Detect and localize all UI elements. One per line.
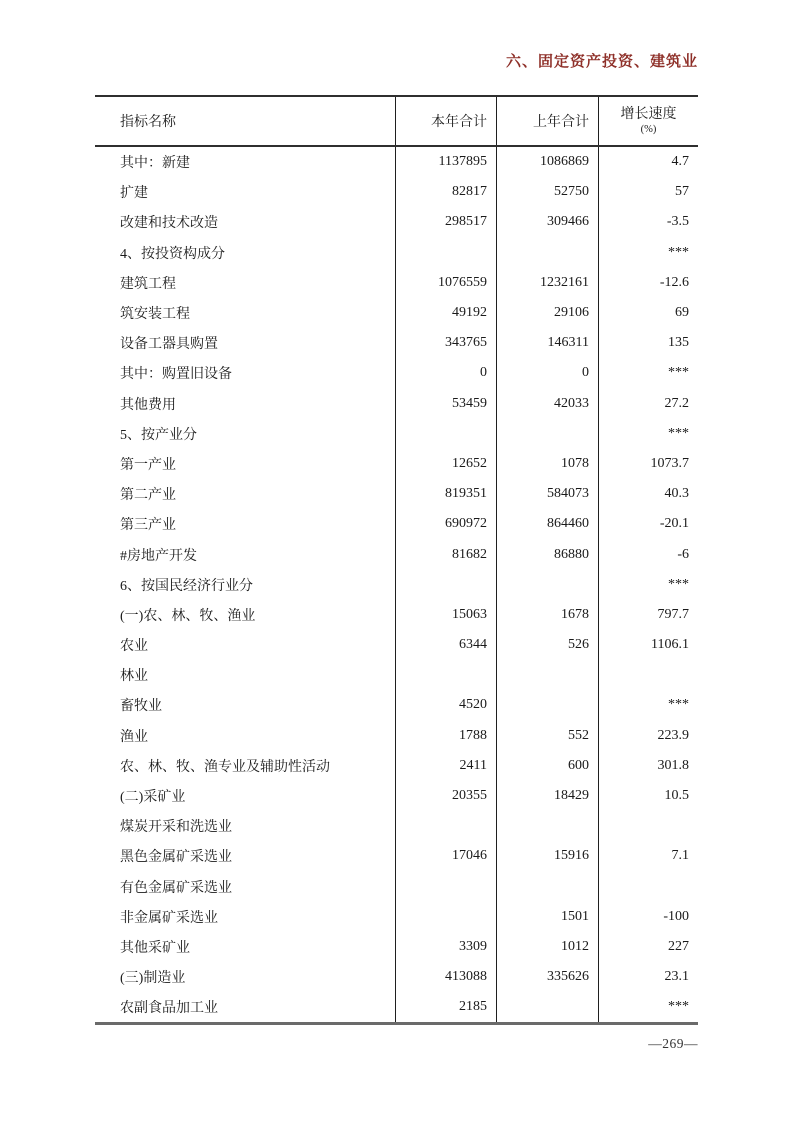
previous-year-cell: 584073 <box>496 479 598 509</box>
indicator-name-cell: 其他采矿业 <box>120 940 190 956</box>
indicator-name-cell: 其他费用 <box>120 397 176 413</box>
growth-rate-cell <box>598 660 698 690</box>
col-header-indicator-name: 指标名称 <box>120 115 176 130</box>
previous-year-cell: 1232161 <box>496 268 598 298</box>
current-year-cell: 49192 <box>395 298 496 328</box>
previous-year-cell: 42033 <box>496 389 598 419</box>
growth-rate-cell: 797.7 <box>598 600 698 630</box>
table-row <box>95 147 698 177</box>
table-row <box>95 449 698 479</box>
indicator-name-cell: 4、按投资构成分 <box>120 246 225 262</box>
table-row <box>95 690 698 720</box>
growth-rate-cell: -20.1 <box>598 509 698 539</box>
current-year-cell: 1788 <box>395 721 496 751</box>
current-year-cell: 20355 <box>395 781 496 811</box>
growth-rate-cell: *** <box>598 570 698 600</box>
table-row <box>95 811 698 841</box>
growth-rate-cell <box>598 872 698 902</box>
current-year-cell: 413088 <box>395 962 496 992</box>
current-year-cell: 4520 <box>395 690 496 720</box>
previous-year-cell <box>496 872 598 902</box>
indicator-name-cell: 设备工器具购置 <box>120 337 218 353</box>
previous-year-cell <box>496 811 598 841</box>
indicator-name-cell: 林业 <box>120 669 148 685</box>
table-row <box>95 328 698 358</box>
current-year-cell: 3309 <box>395 932 496 962</box>
previous-year-cell: 15916 <box>496 841 598 871</box>
indicator-name-cell: 第三产业 <box>120 518 176 534</box>
indicator-name-cell: 其中：新建 <box>120 156 190 172</box>
col-header-current-year-total: 本年合计 <box>395 97 496 145</box>
table-row <box>95 238 698 268</box>
indicator-name-cell: 渔业 <box>120 729 148 745</box>
growth-rate-cell: 23.1 <box>598 962 698 992</box>
current-year-cell: 1137895 <box>395 147 496 177</box>
table-row <box>95 358 698 388</box>
col-header-previous-year-total: 上年合计 <box>496 97 598 145</box>
indicator-name-cell: (二)采矿业 <box>120 790 186 806</box>
growth-rate-cell: -12.6 <box>598 268 698 298</box>
table-row <box>95 389 698 419</box>
indicator-name-cell: 农业 <box>120 639 148 655</box>
previous-year-cell <box>496 570 598 600</box>
section-title: 六、固定资产投资、建筑业 <box>505 54 698 70</box>
table-row <box>95 660 698 690</box>
page-number: —269— <box>648 1036 698 1051</box>
previous-year-cell: 1501 <box>496 902 598 932</box>
previous-year-cell <box>496 238 598 268</box>
previous-year-cell <box>496 419 598 449</box>
growth-rate-cell: 10.5 <box>598 781 698 811</box>
previous-year-cell: 1078 <box>496 449 598 479</box>
current-year-cell <box>395 811 496 841</box>
current-year-cell: 6344 <box>395 630 496 660</box>
current-year-cell <box>395 570 496 600</box>
indicator-name-cell: 6、按国民经济行业分 <box>120 578 253 594</box>
previous-year-cell: 600 <box>496 751 598 781</box>
previous-year-cell: 146311 <box>496 328 598 358</box>
indicator-name-cell: 有色金属矿采选业 <box>120 880 232 896</box>
current-year-cell <box>395 419 496 449</box>
table-row <box>95 268 698 298</box>
growth-rate-cell: *** <box>598 419 698 449</box>
indicator-name-cell: 畜牧业 <box>120 699 162 715</box>
table-row <box>95 570 698 600</box>
previous-year-cell: 29106 <box>496 298 598 328</box>
previous-year-cell: 864460 <box>496 509 598 539</box>
indicator-name-cell: (一)农、林、牧、渔业 <box>120 608 256 624</box>
table-header-row <box>95 97 698 147</box>
table-row <box>95 207 698 237</box>
previous-year-cell: 1678 <box>496 600 598 630</box>
growth-rate-cell: 135 <box>598 328 698 358</box>
growth-rate-cell <box>598 811 698 841</box>
current-year-cell: 1076559 <box>395 268 496 298</box>
table-row <box>95 902 698 932</box>
table-row <box>95 177 698 207</box>
table-row <box>95 419 698 449</box>
previous-year-cell: 86880 <box>496 539 598 569</box>
growth-rate-cell: *** <box>598 238 698 268</box>
growth-rate-cell: 7.1 <box>598 841 698 871</box>
growth-rate-cell: 27.2 <box>598 389 698 419</box>
growth-rate-cell: 57 <box>598 177 698 207</box>
previous-year-cell: 18429 <box>496 781 598 811</box>
table-row <box>95 479 698 509</box>
table-row <box>95 872 698 902</box>
growth-rate-unit: (%) <box>640 124 657 136</box>
indicator-name-cell: #房地产开发 <box>120 548 197 564</box>
growth-rate-cell: -3.5 <box>598 207 698 237</box>
previous-year-cell <box>496 992 598 1022</box>
growth-rate-cell: 1073.7 <box>598 449 698 479</box>
statistics-table <box>95 95 698 1025</box>
table-row <box>95 751 698 781</box>
current-year-cell: 15063 <box>395 600 496 630</box>
table-row <box>95 600 698 630</box>
current-year-cell: 81682 <box>395 539 496 569</box>
indicator-name-cell: 非金属矿采选业 <box>120 910 218 926</box>
growth-rate-cell: -100 <box>598 902 698 932</box>
previous-year-cell: 309466 <box>496 207 598 237</box>
growth-rate-cell: 223.9 <box>598 721 698 751</box>
current-year-cell: 53459 <box>395 389 496 419</box>
table-row <box>95 630 698 660</box>
growth-rate-cell: 40.3 <box>598 479 698 509</box>
current-year-cell: 343765 <box>395 328 496 358</box>
indicator-name-cell: 5、按产业分 <box>120 427 197 443</box>
growth-rate-cell: 4.7 <box>598 147 698 177</box>
col-header-growth-rate <box>598 97 698 145</box>
indicator-name-cell: 建筑工程 <box>120 276 176 292</box>
previous-year-cell <box>496 660 598 690</box>
current-year-cell: 17046 <box>395 841 496 871</box>
previous-year-cell: 552 <box>496 721 598 751</box>
previous-year-cell: 335626 <box>496 962 598 992</box>
growth-rate-cell: *** <box>598 992 698 1022</box>
current-year-cell <box>395 238 496 268</box>
growth-rate-cell: -6 <box>598 539 698 569</box>
current-year-cell: 819351 <box>395 479 496 509</box>
current-year-cell: 82817 <box>395 177 496 207</box>
indicator-name-cell: 第一产业 <box>120 457 176 473</box>
previous-year-cell <box>496 690 598 720</box>
table-row <box>95 721 698 751</box>
indicator-name-cell: 其中：购置旧设备 <box>120 367 232 383</box>
current-year-cell: 298517 <box>395 207 496 237</box>
indicator-name-cell: 筑安装工程 <box>120 307 190 323</box>
growth-rate-cell: *** <box>598 690 698 720</box>
table-body <box>95 147 698 1022</box>
current-year-cell: 2185 <box>395 992 496 1022</box>
indicator-name-cell: 农、林、牧、渔专业及辅助性活动 <box>120 759 330 775</box>
table-row <box>95 962 698 992</box>
table-row <box>95 992 698 1022</box>
indicator-name-cell: 第二产业 <box>120 488 176 504</box>
current-year-cell: 2411 <box>395 751 496 781</box>
table-row <box>95 539 698 569</box>
indicator-name-cell: 扩建 <box>120 186 148 202</box>
indicator-name-cell: 改建和技术改造 <box>120 216 218 232</box>
indicator-name-cell: 农副食品加工业 <box>120 1001 218 1017</box>
previous-year-cell: 0 <box>496 358 598 388</box>
previous-year-cell: 526 <box>496 630 598 660</box>
indicator-name-cell: (三)制造业 <box>120 971 186 987</box>
current-year-cell <box>395 902 496 932</box>
current-year-cell: 690972 <box>395 509 496 539</box>
growth-rate-cell: 69 <box>598 298 698 328</box>
growth-rate-cell: 301.8 <box>598 751 698 781</box>
current-year-cell <box>395 660 496 690</box>
indicator-name-cell: 煤炭开采和洗选业 <box>120 820 232 836</box>
previous-year-cell: 1012 <box>496 932 598 962</box>
table-row <box>95 509 698 539</box>
table-row <box>95 841 698 871</box>
table-row <box>95 781 698 811</box>
growth-rate-cell: 1106.1 <box>598 630 698 660</box>
indicator-name-cell: 黑色金属矿采选业 <box>120 850 232 866</box>
previous-year-cell: 52750 <box>496 177 598 207</box>
growth-rate-cell: *** <box>598 358 698 388</box>
table-row <box>95 932 698 962</box>
current-year-cell: 12652 <box>395 449 496 479</box>
current-year-cell: 0 <box>395 358 496 388</box>
previous-year-cell: 1086869 <box>496 147 598 177</box>
growth-rate-cell: 227 <box>598 932 698 962</box>
current-year-cell <box>395 872 496 902</box>
table-row <box>95 298 698 328</box>
growth-rate-label: 增长速度 <box>620 106 677 122</box>
